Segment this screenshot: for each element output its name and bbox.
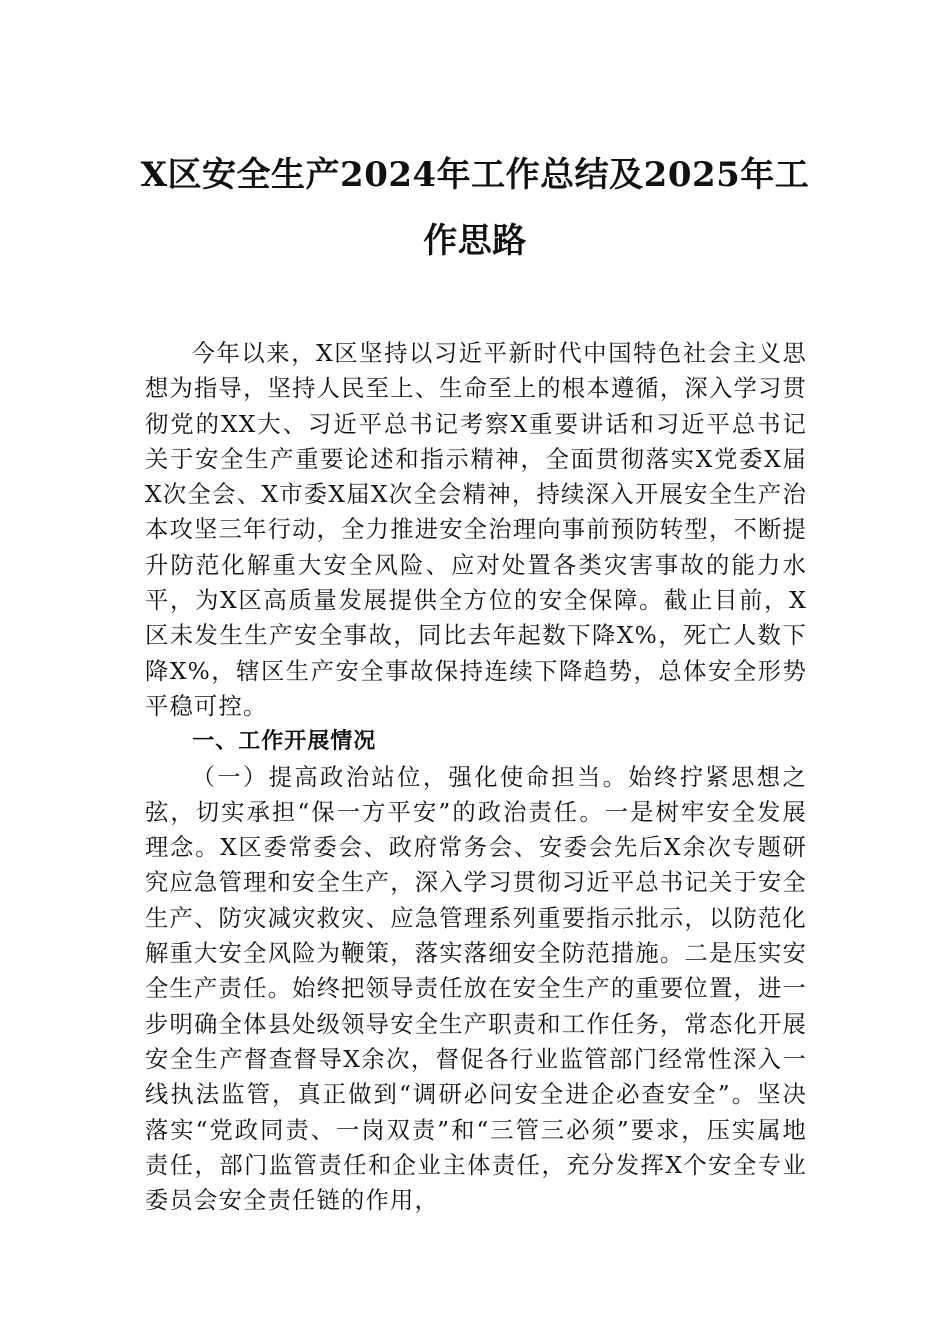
intro-paragraph: 今年以来，X区坚持以习近平新时代中国特色社会主义思想为指导，坚持人民至上、生命至上的根本遵循，深入学习贯彻党的XX大、习近平总书记考察X重要讲话和习近平总书记关于安全生产重要论述和指示精神，全面贯彻落实X党委X届X次全会、X市委X届X次全会精神，持续深入开展安全生产治本攻坚三年行动，全力推进安全治理向事前预防转型，不断提升防范化解重大安全风险、应对处置各类灾害事故的能力水平，为X区高质量发展提供全方位的安全保障。截止目前，X区未发生生产安全事故，同比去年起数下降X%，死亡人数下降X%，辖区生产安全事故保持连续下降趋势，总体安全形势平稳可控。 — [145, 340, 807, 720]
section-heading: 一、工作开展情况 — [192, 729, 377, 755]
document-title: X区安全生产2024年工作总结及2025年工作思路 — [140, 155, 810, 261]
section-paragraph: （一）提高政治站位，强化使命担当。始终拧紧思想之弦，切实承担“保一方平安”的政治责任。一是树牢安全发展理念。X区委常委会、政府常务会、安委会先后X余次专题研究应急管理和安全生产，深入学习贯彻习近平总书记关于安全生产、防灾减灾救灾、应急管理系列重要指示批示，以防范化解重大安全风险为鞭策，落实落细安全防范措施。二是压实安全生产责任。始终把领导责任放在安全生产的重要位置，进一步明确全体县处级领导安全生产职责和工作任务，常态化开展安全生产督查督导X余次，督促各行业监管部门经常性深入一线执法监管，真正做到“调研必问安全进企必查安全”。坚决落实“党政同责、一岗双责”和“三管三必须”要求，压实属地责任，部门监管责任和企业主体责任，充分发挥X个安全专业委员会安全责任链的作用， — [145, 763, 807, 1215]
document-body — [145, 336, 807, 1218]
